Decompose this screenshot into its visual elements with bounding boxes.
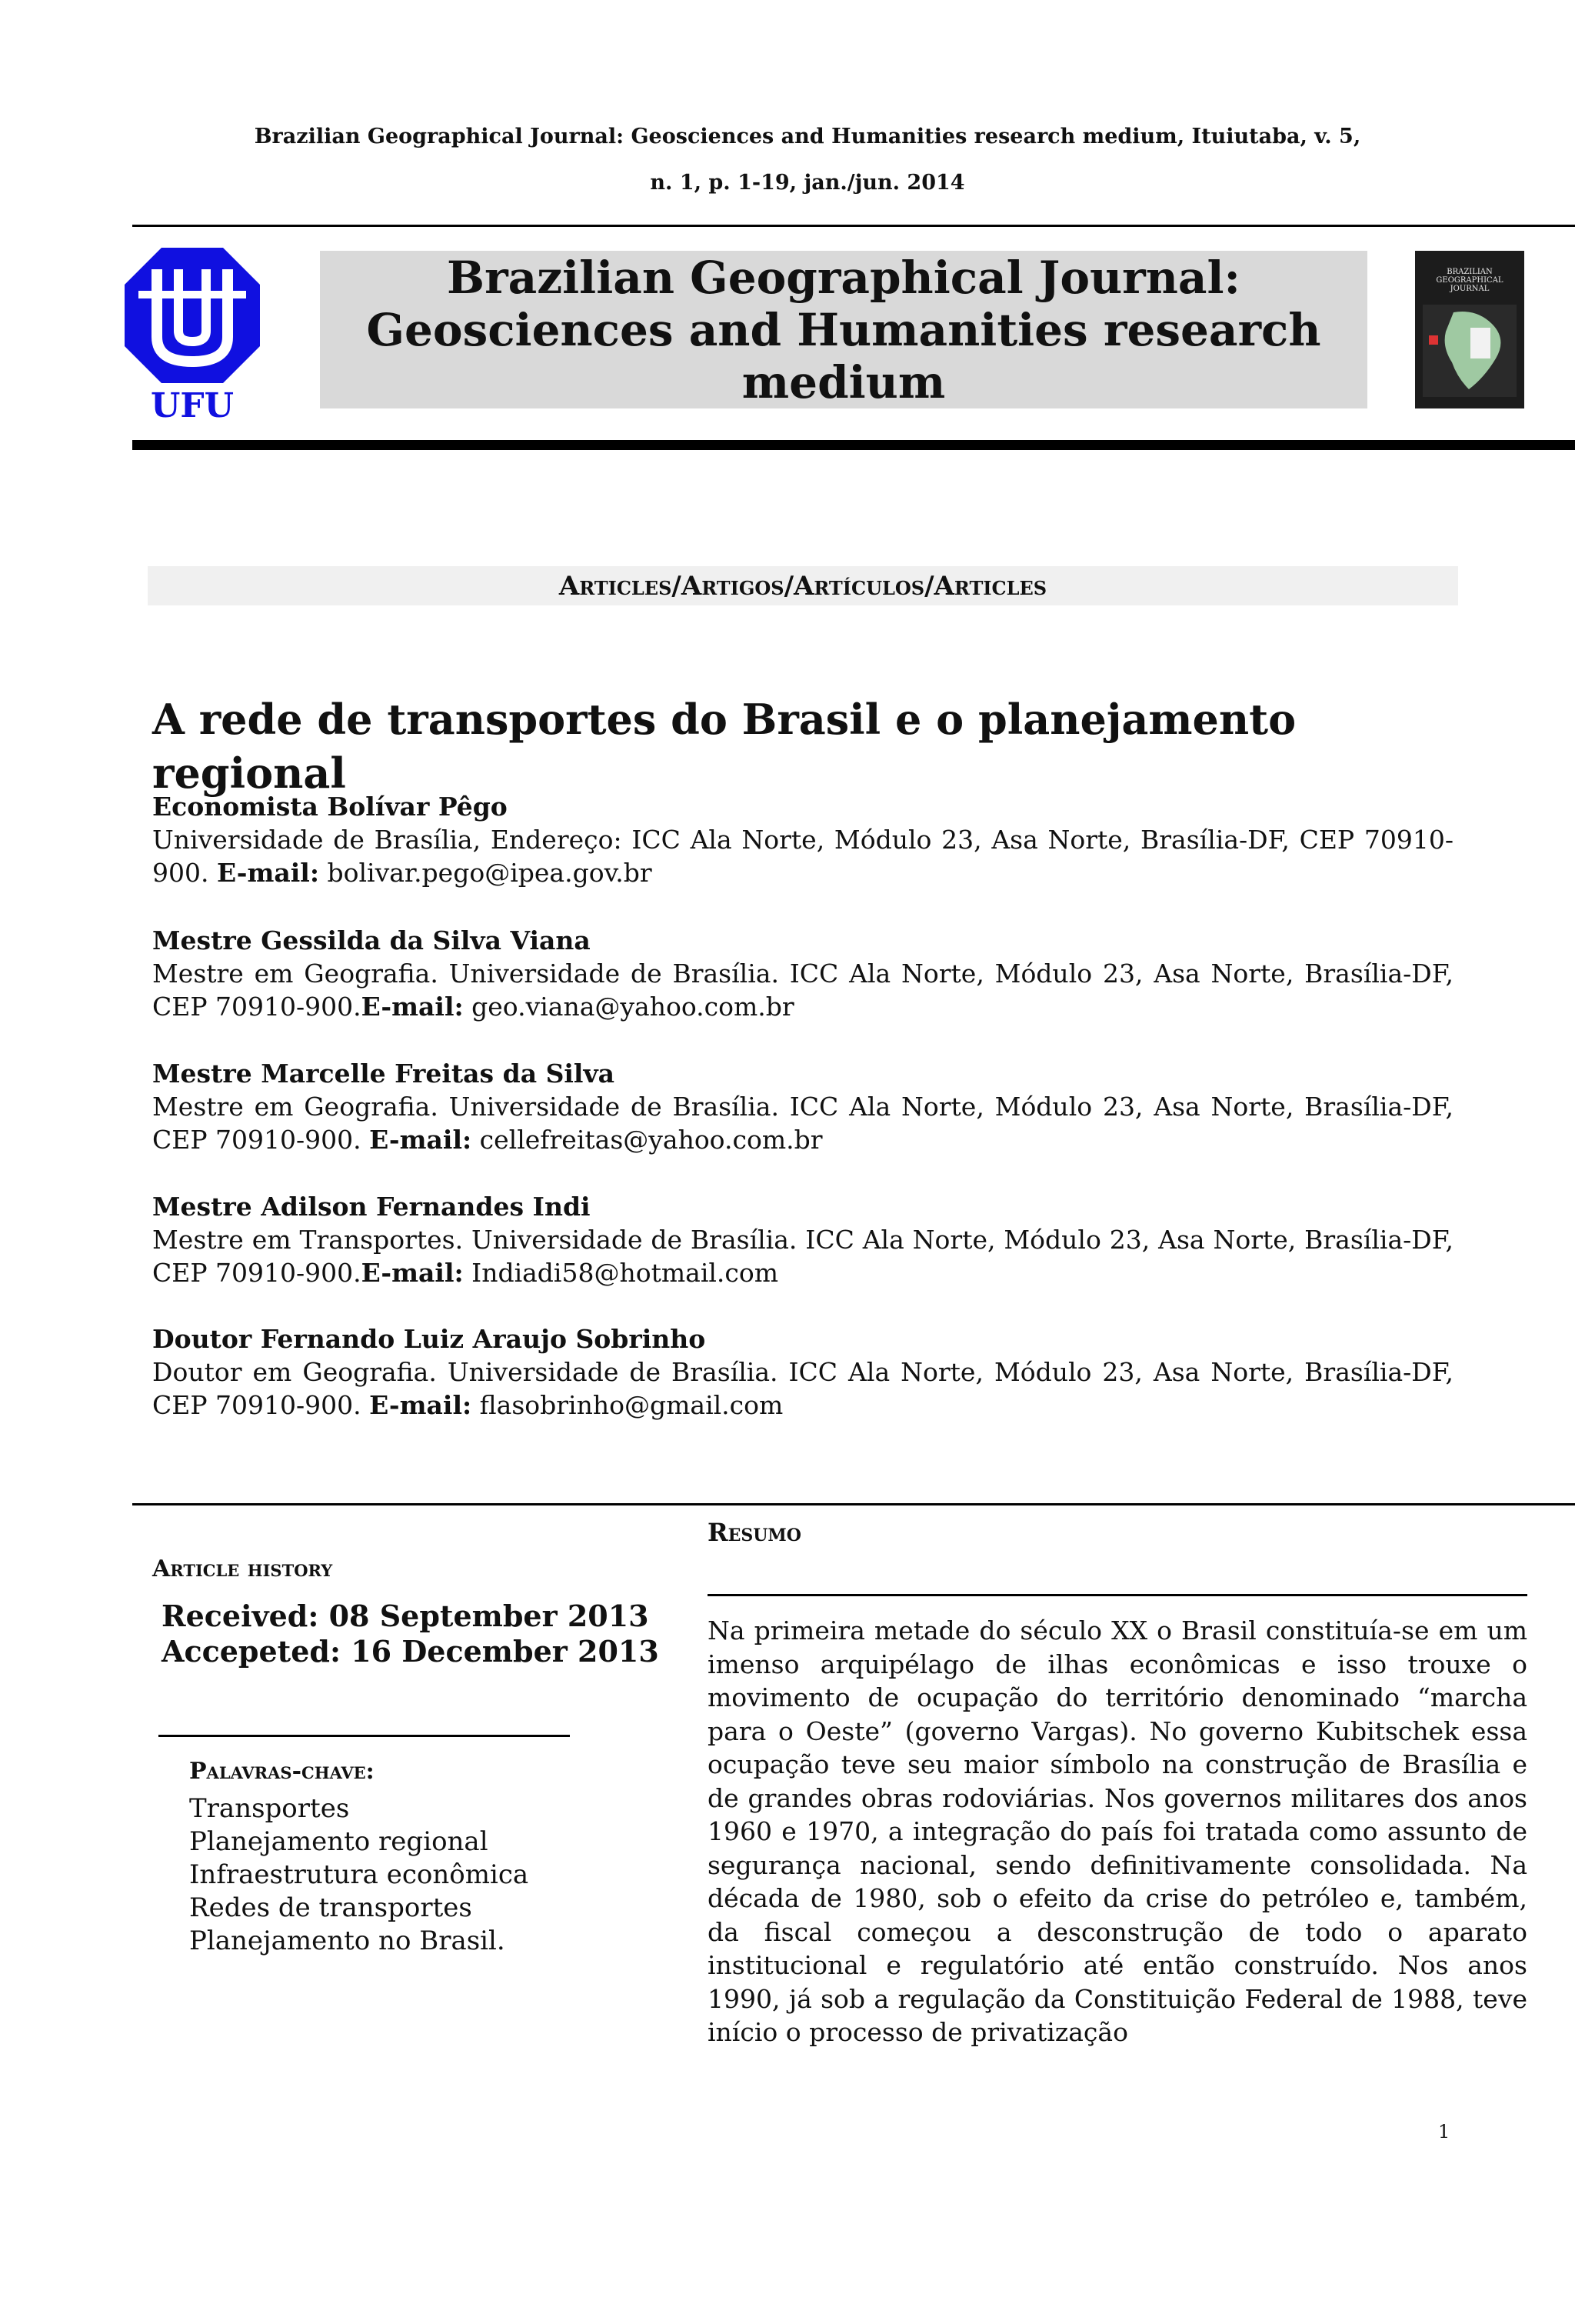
journal-title: Brazilian Geographical Journal: Geosciences and Humanities research medium [366, 251, 1321, 408]
keyword-item: Transportes [189, 1793, 350, 1824]
email-label: E-mail: [369, 1390, 472, 1420]
author-email[interactable]: geo.viana@yahoo.com.br [471, 992, 794, 1022]
author-name: Mestre Marcelle Freitas da Silva [152, 1059, 615, 1089]
page-number: 1 [1438, 2121, 1450, 2142]
keyword-item: Planejamento no Brasil. [189, 1926, 505, 1956]
history-rule [158, 1735, 570, 1737]
author-affiliation: Mestre em Geografia. Universidade de Brasília. ICC Ala Norte, Módulo 23, Asa Norte, Brasília-DF, CEP 70910-900. [152, 1092, 1453, 1155]
author-name: Economista Bolívar Pêgo [152, 792, 508, 822]
header-rule [132, 225, 1575, 227]
author-affiliation: Mestre em Transportes. Universidade de Brasília. ICC Ala Norte, Módulo 23, Asa Norte, Brasília-DF, CEP 70910-900. [152, 1225, 1453, 1288]
cover-map-icon [1423, 305, 1517, 397]
running-header-line2: n. 1, p. 1-19, jan./jun. 2014 [650, 171, 965, 195]
keyword-item: Redes de transportes [189, 1892, 472, 1923]
keyword-item: Planejamento regional [189, 1826, 488, 1857]
email-label: E-mail: [361, 1258, 464, 1288]
keywords-list [189, 1792, 528, 1958]
author-affiliation: Universidade de Brasília, Endereço: ICC Ala Norte, Módulo 23, Asa Norte, Brasília-DF, CEP 70910-900. [152, 825, 1453, 888]
author-email[interactable]: bolivar.pego@ipea.gov.br [327, 858, 652, 888]
author-block [152, 1322, 1453, 1422]
received-date: Received: 08 September 2013 [161, 1599, 649, 1633]
email-label: E-mail: [369, 1125, 472, 1155]
author-name: Doutor Fernando Luiz Araujo Sobrinho [152, 1324, 706, 1354]
resumo-heading: Resumo [708, 1518, 801, 1547]
author-email[interactable]: Indiadi58@hotmail.com [471, 1258, 779, 1288]
author-affiliation: Mestre em Geografia. Universidade de Brasília. ICC Ala Norte, Módulo 23, Asa Norte, Brasília-DF, CEP 70910-900. [152, 959, 1453, 1022]
resumo-rule [708, 1594, 1527, 1596]
ufu-logo-text: UFU [151, 386, 234, 423]
author-block [152, 924, 1453, 1023]
banner-rule [132, 440, 1575, 450]
running-header [138, 114, 1477, 206]
email-label: E-mail: [216, 858, 319, 888]
email-label: E-mail: [361, 992, 464, 1022]
accepted-date: Accepeted: 16 December 2013 [161, 1634, 659, 1669]
author-name: Mestre Gessilda da Silva Viana [152, 925, 591, 955]
article-history-heading: Article history [152, 1555, 333, 1582]
article-title: A rede de transportes do Brasil e o planejamento regional [152, 695, 1297, 798]
keywords-heading: Palavras-chave: [189, 1758, 375, 1785]
cover-title: BRAZILIAN GEOGRAPHICAL JOURNAL [1436, 268, 1503, 293]
author-block [152, 1057, 1453, 1156]
ufu-logo-icon [123, 246, 261, 423]
keyword-item: Infraestrutura econômica [189, 1859, 529, 1890]
journal-banner [320, 251, 1367, 408]
journal-cover-thumbnail [1415, 251, 1524, 408]
section-rule [132, 1503, 1575, 1505]
author-name: Mestre Adilson Fernandes Indi [152, 1192, 591, 1222]
author-affiliation: Doutor em Geografia. Universidade de Brasília. ICC Ala Norte, Módulo 23, Asa Norte, Brasília-DF, CEP 70910-900. [152, 1357, 1453, 1420]
author-block [152, 1190, 1453, 1289]
author-email[interactable]: flasobrinho@gmail.com [479, 1390, 784, 1420]
author-email[interactable]: cellefreitas@yahoo.com.br [479, 1125, 823, 1155]
ufu-logo [123, 246, 261, 423]
resumo-text: Na primeira metade do século XX o Brasil constituía-se em um imenso arquipélago de ilhas econômicas e isso trouxe o movimento de ocupação do território denominado “marcha para o Oeste” (governo Vargas). No governo Kubitschek essa ocupação teve seu maior símbolo na construção de Brasília e de grandes obras rodoviárias. Nos governos militares dos anos 1960 e 1970, a integração do país foi tratada como assunto de segurança nacional, sendo definitivamente consolidada. Na década de 1980, sob o efeito da crise do petróleo e, também, da fiscal começou a desconstrução de todo o aparato institucional e regulatório até então construído. Nos anos 1990, já sob a regulação da Constituição Federal de 1988, teve início o processo de privatização [708, 1615, 1527, 2047]
article-dates [161, 1599, 659, 1669]
running-header-line1: Brazilian Geographical Journal: Geosciences and Humanities research medium, Ituiutaba, v. 5, [254, 125, 1361, 148]
section-label: Articles/Artigos/Artículos/Articles [148, 566, 1458, 605]
author-block [152, 790, 1453, 889]
